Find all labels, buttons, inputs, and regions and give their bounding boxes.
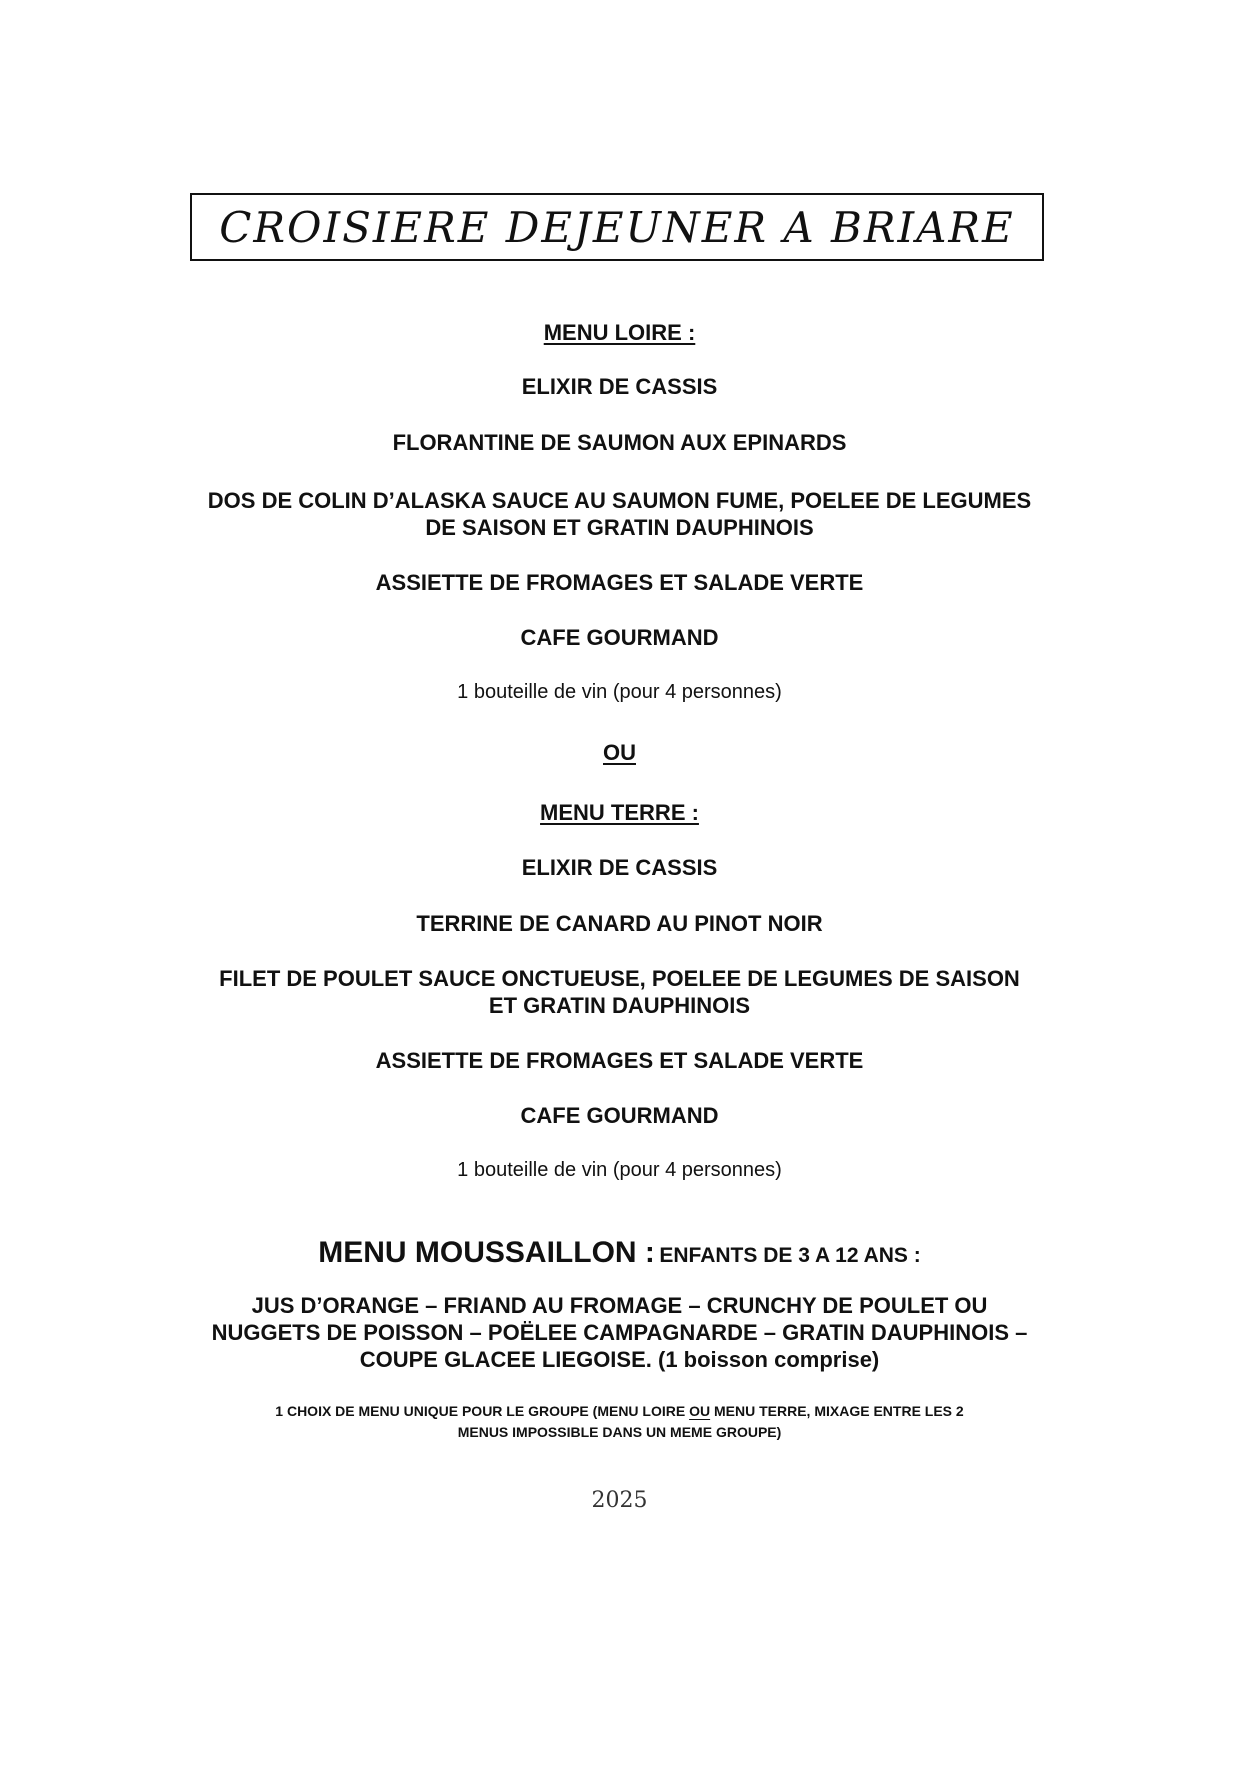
menu-moussaillon-line: NUGGETS DE POISSON – POËLEE CAMPAGNARDE – GRATIN DAUPHINOIS – (211, 1320, 1028, 1345)
menu-terre-item: ELIXIR DE CASSIS (521, 855, 718, 880)
group-note-ou: OU (689, 1403, 711, 1419)
menu-moussaillon-subheading: ENFANTS DE 3 A 12 ANS : (659, 1244, 921, 1267)
menu-terre-wine: 1 bouteille de vin (pour 4 personnes) (457, 1159, 782, 1181)
menu-moussaillon-line: JUS D’ORANGE – FRIAND AU FROMAGE – CRUNCHY DE POULET OU (251, 1293, 988, 1318)
menu-loire-wine: 1 bouteille de vin (pour 4 personnes) (457, 681, 782, 703)
menu-loire-item: ASSIETTE DE FROMAGES ET SALADE VERTE (375, 570, 864, 595)
menu-loire-item: ELIXIR DE CASSIS (521, 374, 718, 399)
menu-loire-item: DOS DE COLIN D’ALASKA SAUCE AU SAUMON FUME, POELEE DE LEGUMES (207, 488, 1032, 513)
menu-moussaillon-line: COUPE GLACEE LIEGOISE. (1 boisson comprise) (359, 1347, 880, 1372)
group-note-text: MENU TERRE, MIXAGE ENTRE LES 2 (710, 1403, 964, 1419)
group-note-line2: MENUS IMPOSSIBLE DANS UN MEME GROUPE) (457, 1424, 782, 1440)
menu-loire-heading: MENU LOIRE : (543, 320, 696, 345)
menu-terre-item: ET GRATIN DAUPHINOIS (488, 993, 751, 1018)
title-box (190, 193, 1044, 261)
menu-moussaillon-title (0, 1236, 1239, 1270)
menu-loire-item: FLORANTINE DE SAUMON AUX EPINARDS (392, 430, 847, 455)
group-note-line1 (0, 1403, 1239, 1419)
menu-terre-item: ASSIETTE DE FROMAGES ET SALADE VERTE (375, 1048, 864, 1073)
menu-loire-item: CAFE GOURMAND (520, 625, 719, 650)
menu-terre-item: TERRINE DE CANARD AU PINOT NOIR (416, 911, 823, 936)
group-note-text: 1 CHOIX DE MENU UNIQUE POUR LE GROUPE (MENU LOIRE (275, 1403, 690, 1419)
menu-terre-item: CAFE GOURMAND (520, 1103, 719, 1128)
page-title: CROISIERE DEJEUNER A BRIARE (219, 202, 1015, 252)
menu-loire-item: DE SAISON ET GRATIN DAUPHINOIS (425, 515, 814, 540)
menu-terre-heading: MENU TERRE : (540, 800, 699, 825)
year-label: 2025 (591, 1488, 648, 1513)
menu-separator: OU (603, 740, 636, 765)
menu-moussaillon-heading: MENU MOUSSAILLON : (318, 1236, 655, 1269)
menu-terre-item: FILET DE POULET SAUCE ONCTUEUSE, POELEE DE LEGUMES DE SAISON (219, 966, 1020, 991)
